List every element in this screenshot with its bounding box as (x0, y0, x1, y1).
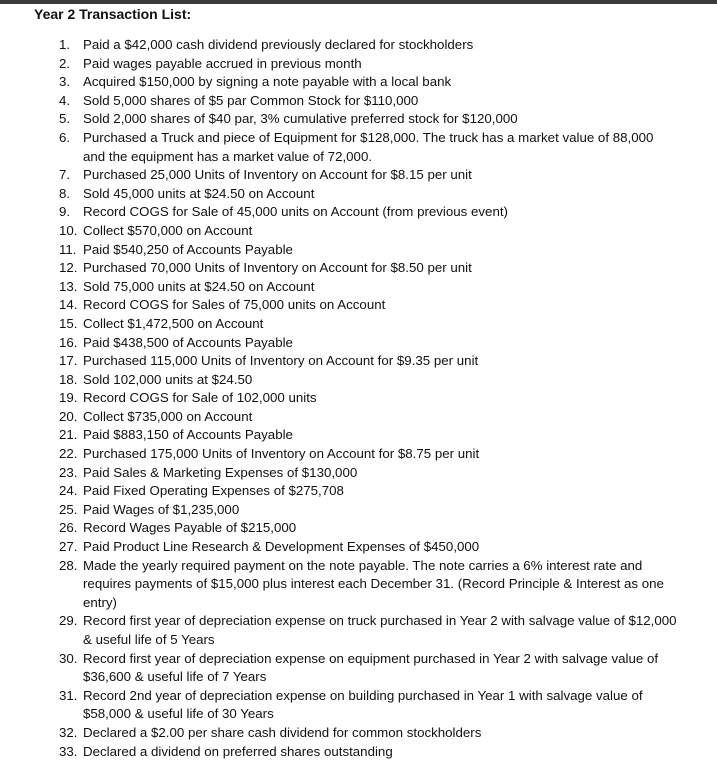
item-text: Sold 5,000 shares of $5 par Common Stock for $110,000 (83, 92, 419, 108)
list-item (0, 334, 717, 353)
item-number: 5. (59, 111, 71, 127)
item-text: Sold 2,000 shares of $40 par, 3% cumulative preferred stock for $120,000 (83, 111, 518, 127)
item-number: 8. (59, 185, 71, 201)
item-number: 11. (59, 241, 77, 257)
list-item (0, 296, 717, 315)
item-number: 18. (59, 371, 78, 387)
item-number: 3. (59, 74, 71, 90)
item-text: Record COGS for Sale of 45,000 units on Account (from previous event) (83, 204, 508, 220)
list-item (0, 445, 717, 464)
item-number: 10. (59, 222, 78, 238)
item-text: Collect $735,000 on Account (83, 408, 253, 424)
item-text: Paid Product Line Research & Development Expenses of $450,000 (83, 539, 480, 555)
list-item (0, 687, 717, 724)
item-text: Record 2nd year of depreciation expense on building purchased in Year 1 with salvage value of $58,000 & useful life of 30 Years (83, 687, 643, 722)
item-number: 12. (59, 260, 78, 276)
item-number: 23. (59, 464, 78, 480)
item-text: Record COGS for Sales of 75,000 units on Account (83, 297, 386, 313)
item-number: 25. (59, 501, 78, 517)
item-text: Record first year of depreciation expense on truck purchased in Year 2 with salvage value of $12,000 & useful life of 5 Years (83, 613, 677, 647)
item-number: 2. (59, 55, 71, 71)
item-text: Paid Wages of $1,235,000 (83, 501, 240, 517)
item-number: 30. (59, 650, 78, 666)
list-item (0, 241, 717, 260)
list-item (0, 743, 717, 762)
list-item (0, 185, 717, 204)
item-number: 1. (59, 37, 71, 52)
list-item (0, 389, 717, 408)
list-item (0, 519, 717, 538)
item-number: 33. (59, 743, 78, 759)
list-item (0, 92, 717, 111)
item-number: 29. (59, 613, 78, 629)
item-number: 4. (59, 92, 71, 108)
page-title: Year 2 Transaction List: (34, 6, 192, 22)
item-text: Purchased 70,000 Units of Inventory on Account for $8.50 per unit (83, 260, 472, 276)
list-item (0, 222, 717, 241)
item-text: Paid $540,250 of Accounts Payable (83, 241, 293, 257)
item-number: 27. (59, 539, 78, 555)
item-number: 32. (59, 724, 78, 740)
item-number: 16. (59, 334, 78, 350)
list-item (0, 650, 717, 687)
item-number: 26. (59, 520, 78, 536)
list-item (0, 501, 717, 520)
list-item (0, 482, 717, 501)
item-number: 15. (59, 315, 78, 331)
list-item (0, 278, 717, 297)
top-border (0, 0, 717, 4)
list-item (0, 166, 717, 185)
item-text: Paid $438,500 of Accounts Payable (83, 334, 293, 350)
item-text: Made the yearly required payment on the note payable. The note carries a 6% interest rate and requires payments of $15,000 plus interest each December 31. (Record Principle & Interest as one entry) (83, 557, 664, 610)
list-item (0, 36, 717, 55)
item-number: 20. (59, 408, 78, 424)
list-item (0, 352, 717, 371)
list-item (0, 55, 717, 74)
item-number: 31. (59, 687, 78, 703)
item-number: 28. (59, 557, 78, 573)
item-text: Paid Sales & Marketing Expenses of $130,000 (83, 464, 358, 480)
item-number: 19. (59, 390, 78, 406)
item-text: Sold 102,000 units at $24.50 (83, 371, 253, 387)
item-text: Declared a $2.00 per share cash dividend for common stockholders (83, 724, 482, 740)
item-text: Paid Fixed Operating Expenses of $275,708 (83, 483, 344, 499)
list-item (0, 612, 717, 649)
list-item (0, 73, 717, 92)
transaction-list (0, 36, 717, 761)
item-number: 21. (59, 427, 78, 443)
item-number: 22. (59, 446, 78, 462)
item-text: Purchased 175,000 Units of Inventory on Account for $8.75 per unit (83, 446, 480, 462)
item-number: 13. (59, 278, 78, 294)
list-item (0, 315, 717, 334)
item-number: 7. (59, 167, 71, 183)
item-text: Paid wages payable accrued in previous month (83, 55, 362, 71)
list-item (0, 203, 717, 222)
item-text: Record COGS for Sale of 102,000 units (83, 390, 317, 406)
item-number: 24. (59, 483, 78, 499)
list-item (0, 557, 717, 613)
item-text: Paid a $42,000 cash dividend previously declared for stockholders (83, 37, 474, 52)
item-text: Sold 75,000 units at $24.50 on Account (83, 278, 315, 294)
item-number: 9. (59, 204, 71, 220)
item-text: Record first year of depreciation expense on equipment purchased in Year 2 with salvage value of $36,600 & useful life of 7 Years (83, 650, 659, 685)
list-item (0, 110, 717, 129)
list-item (0, 426, 717, 445)
list-item (0, 408, 717, 427)
list-item (0, 371, 717, 390)
item-text: Sold 45,000 units at $24.50 on Account (83, 185, 315, 201)
item-text: Collect $570,000 on Account (83, 222, 253, 238)
item-text: Acquired $150,000 by signing a note payable with a local bank (83, 74, 452, 90)
item-text: Paid $883,150 of Accounts Payable (83, 427, 293, 443)
item-number: 6. (59, 129, 71, 145)
item-text: Declared a dividend on preferred shares outstanding (83, 743, 393, 759)
list-item (0, 538, 717, 557)
item-text: Record Wages Payable of $215,000 (83, 520, 297, 536)
item-text: Collect $1,472,500 on Account (83, 315, 264, 331)
item-number: 14. (59, 297, 78, 313)
list-item (0, 724, 717, 743)
item-text: Purchased a Truck and piece of Equipment for $128,000. The truck has a market value of 88,000 and the equipment has a market value of 72,000. (83, 129, 654, 164)
list-item (0, 464, 717, 483)
item-text: Purchased 25,000 Units of Inventory on Account for $8.15 per unit (83, 167, 472, 183)
item-number: 17. (59, 353, 78, 369)
item-text: Purchased 115,000 Units of Inventory on Account for $9.35 per unit (83, 353, 479, 369)
list-item (0, 129, 717, 166)
list-item (0, 259, 717, 278)
